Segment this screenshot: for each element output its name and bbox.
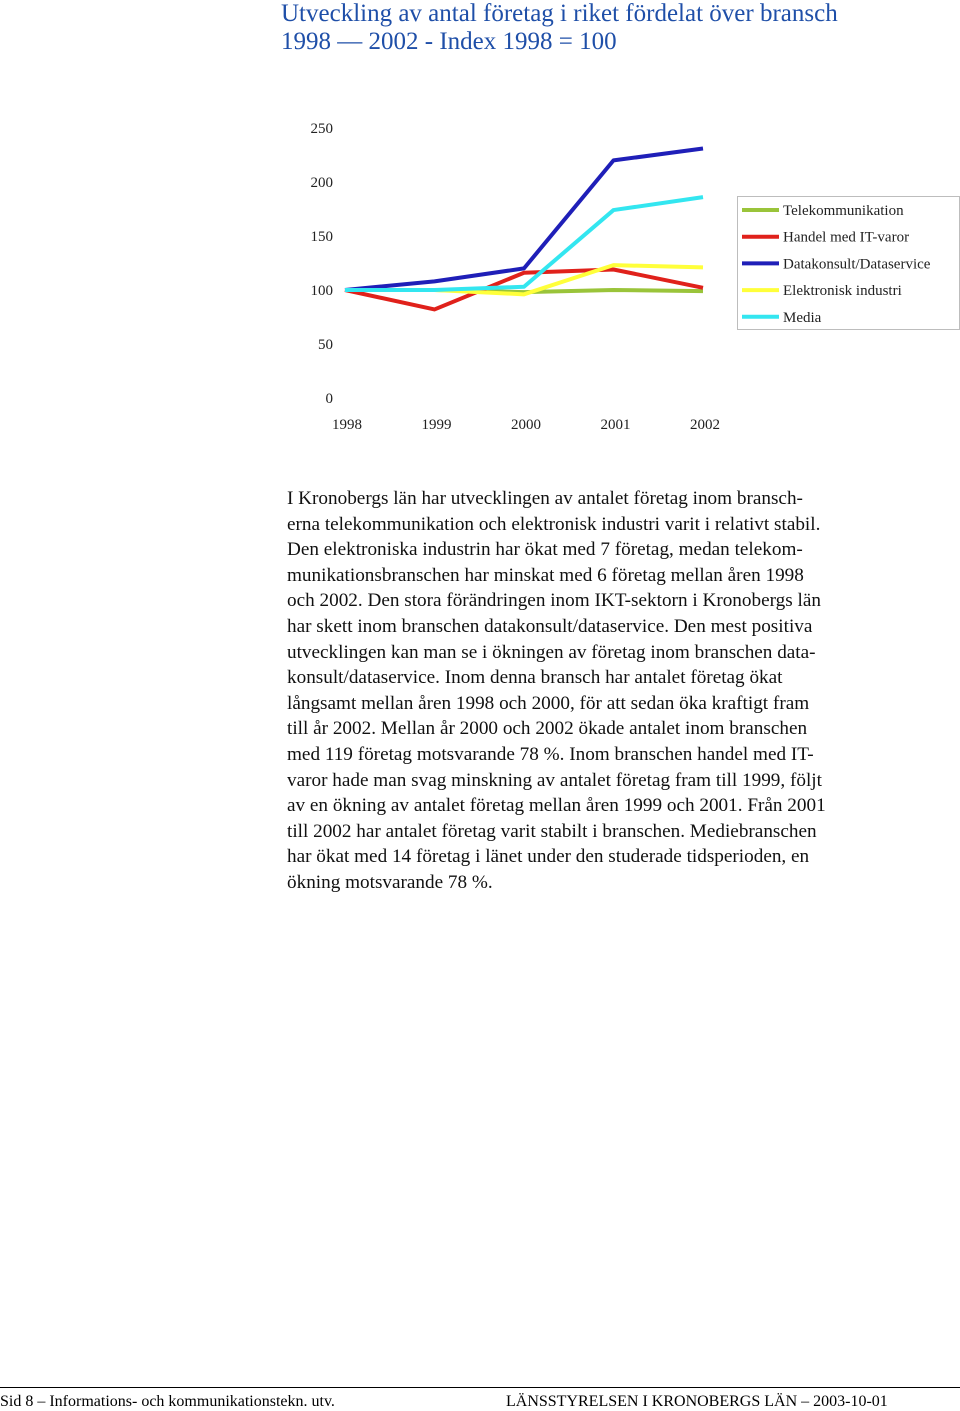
series-lines — [345, 148, 703, 309]
legend-label: Datakonsult/Dataservice — [783, 256, 931, 272]
body-line: utvecklingen kan man se i ökningen av företag inom branschen data- — [287, 640, 959, 666]
body-line: till 2002 har antalet företag varit stabilt i branschen. Mediebranschen — [287, 819, 959, 845]
y-tick-label: 50 — [318, 337, 333, 353]
y-tick-label: 150 — [311, 229, 334, 245]
body-paragraph — [287, 486, 959, 896]
title-line-1: Utveckling av antal företag i riket fördelat över bransch — [281, 0, 951, 28]
body-line: av en ökning av antalet företag mellan åren 1999 och 2001. Från 2001 — [287, 793, 959, 819]
series-line-2 — [345, 149, 703, 290]
body-line: till år 2002. Mellan år 2000 och 2002 ökade antalet inom branschen — [287, 716, 959, 742]
footer-organization-date: LÄNSSTYRELSEN I KRONOBERGS LÄN – 2003-10-01 — [506, 1393, 888, 1411]
body-line: Den elektroniska industrin har ökat med 7 företag, medan telekom- — [287, 537, 959, 563]
footer-divider — [0, 1387, 960, 1388]
legend — [738, 197, 960, 330]
body-line: I Kronobergs län har utvecklingen av antalet företag inom bransch- — [287, 486, 959, 512]
x-tick-label: 2001 — [601, 417, 631, 433]
body-line: ökning motsvarande 78 %. — [287, 870, 959, 896]
y-tick-label: 200 — [311, 175, 334, 191]
body-line: erna telekommunikation och elektronisk industri varit i relativt stabil. — [287, 512, 959, 538]
legend-label: Media — [783, 310, 822, 326]
body-line: långsamt mellan åren 1998 och 2000, för att sedan öka kraftigt fram — [287, 691, 959, 717]
body-line: munikationsbranschen har minskat med 6 företag mellan åren 1998 — [287, 563, 959, 589]
y-axis-ticks — [311, 121, 334, 407]
footer-page-info: Sid 8 – Informations- och kommunikationstekn. utv. — [0, 1393, 335, 1411]
title-line-2: 1998 — 2002 - Index 1998 = 100 — [281, 28, 951, 56]
y-tick-label: 0 — [326, 391, 334, 407]
y-tick-label: 100 — [311, 283, 334, 299]
legend-label: Telekommunikation — [783, 203, 904, 219]
body-line: med 119 företag motsvarande 78 %. Inom branschen handel med IT- — [287, 742, 959, 768]
body-line: och 2002. Den stora förändringen inom IKT-sektorn i Kronobergs län — [287, 588, 959, 614]
x-tick-label: 2000 — [511, 417, 541, 433]
legend-label: Handel med IT-varor — [783, 230, 909, 246]
body-line: har ökat med 14 företag i länet under den studerade tidsperioden, en — [287, 844, 959, 870]
body-line: varor hade man svag minskning av antalet företag fram till 1999, följt — [287, 768, 959, 794]
line-chart — [0, 0, 960, 460]
legend-label: Elektronisk industri — [783, 283, 902, 299]
x-axis-ticks — [332, 417, 720, 433]
body-line: har skett inom branschen datakonsult/dataservice. Den mest positiva — [287, 614, 959, 640]
x-tick-label: 1998 — [332, 417, 362, 433]
body-line: konsult/dataservice. Inom denna bransch har antalet företag ökat — [287, 665, 959, 691]
y-tick-label: 250 — [311, 121, 334, 137]
x-tick-label: 1999 — [422, 417, 452, 433]
x-tick-label: 2002 — [690, 417, 720, 433]
